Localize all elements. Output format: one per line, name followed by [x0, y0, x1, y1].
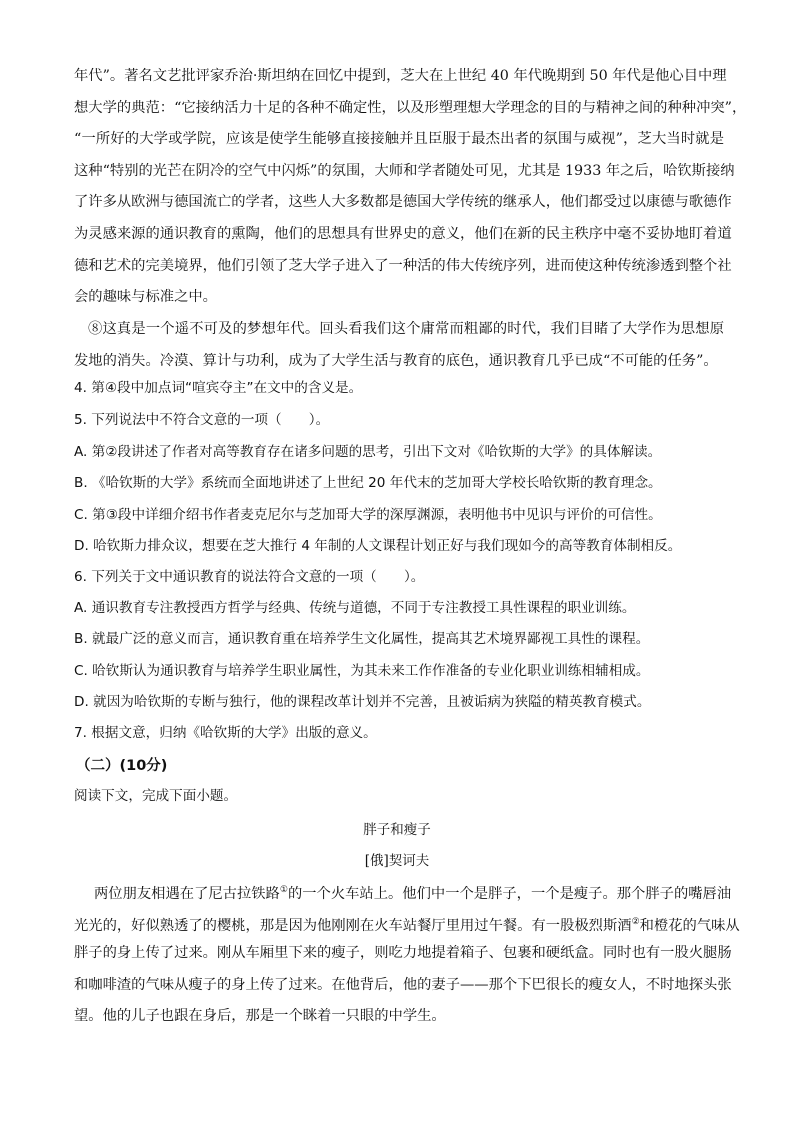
text-segment: 的一个火车站上。他们中一个是胖子，一个是瘦子。那个胖子的嘴唇油	[287, 885, 732, 902]
question-5-option-c: C. 第③段中详细介绍书作者麦克尼尔与芝加哥大学的深厚渊源，表明他书中见识与评价的可信性。	[74, 507, 662, 523]
text-line	[74, 875, 732, 907]
text-line: 发地的消失。冷漠、算计与功利，成为了大学生活与教育的底色，通识教育几乎已成“不可能的任务”。	[74, 352, 718, 369]
text-line: 德和艺术的完美境界，他们引领了芝大学子进入了一种活的伟大传统序列，进而使这种传统渗透到整个社	[74, 257, 732, 274]
question-6-option-c: C. 哈钦斯认为通识教育与培养学生职业属性，为其未来工作作准备的专业化职业训练相辅相成。	[74, 663, 650, 679]
question-6-option-a: A. 通识教育专注教授西方哲学与经典、传统与道德，不同于专注教授工具性课程的职业训练。	[74, 600, 636, 616]
text-line: 望。他的儿子也跟在身后，那是一个眯着一只眼的中学生。	[74, 1008, 446, 1025]
question-5-option-d: D. 哈钦斯力排众议，想要在芝大推行 4 年制的人文课程计划正好与我们现如今的高等教育体制相反。	[74, 538, 682, 554]
question-7: 7. 根据文意，归纳《哈钦斯的大学》出版的意义。	[74, 725, 377, 741]
text-segment: 两位朋友相遇在了尼古拉铁路	[94, 885, 280, 902]
text-line: “一所好的大学或学院，应该是使学生能够直接接触并且臣服于最杰出者的氛围与威视”，芝大当时就是	[74, 131, 724, 148]
text-line	[74, 907, 740, 939]
question-6-option-b: B. 就最广泛的意义而言，通识教育重在培养学生文化属性，提高其艺术境界鄙视工具性的课程。	[74, 631, 650, 647]
text-line: 想大学的典范：“它接纳活力十足的各种不确定性，以及形塑理想大学理念的目的与精神之间的种种冲突”，	[74, 99, 747, 116]
text-line: ⑧这真是一个遥不可及的梦想年代。回头看我们这个庸常而粗鄙的时代，我们目睹了大学作为思想原	[88, 321, 724, 337]
text-line: 为灵感来源的通识教育的熏陶，他们的思想具有世界史的意义，他们在新的民主秩序中毫不妥协地盯着道	[74, 225, 732, 242]
section-instruction: 阅读下文，完成下面小题。	[74, 788, 238, 804]
text-line: 和咖啡渣的气味从瘦子的身上传了过来。在他背后，他的妻子——那个下巴很长的瘦女人，不时地探头张	[74, 976, 732, 993]
text-segment: 光光的，好似熟透了的樱桃，那是因为他刚刚在火车站餐厅里用过午餐。有一股极烈斯酒	[74, 917, 632, 934]
text-line: 会的趣味与标准之中。	[74, 289, 217, 306]
passage-paragraph-7	[74, 61, 747, 314]
footnote-marker: ②	[631, 916, 640, 927]
passage-paragraph-8	[74, 314, 724, 377]
story-paragraph	[74, 875, 740, 1033]
question-6-option-d: D. 就因为哈钦斯的专断与独行，他的课程改革计划并不完善，且被诟病为狭隘的精英教育模式。	[74, 694, 651, 710]
question-4: 4. 第④段中加点词“喧宾夺主”在文中的含义是。	[74, 380, 363, 396]
text-line: 年代”。著名文艺批评家乔治·斯坦纳在回忆中提到，芝大在上世纪 40 年代晚期到 50 年代是他心目中理	[74, 68, 727, 84]
text-line: 了许多从欧洲与德国流亡的学者，这些人大多数都是德国大学传统的继承人，他们都受过以康德与歌德作	[74, 194, 732, 211]
section-heading: （二）(10分)	[76, 758, 168, 774]
text-segment: 和橙花的气味从	[639, 917, 740, 934]
story-title: 胖子和瘦子	[363, 822, 431, 838]
footnote-marker: ①	[279, 885, 288, 895]
question-5-option-b: B. 《哈钦斯的大学》系统而全面地讲述了上世纪 20 年代末的芝加哥大学校长哈钦斯的教育理念。	[74, 475, 662, 491]
question-5: 5. 下列说法中不符合文意的一项（ ）。	[74, 412, 330, 428]
question-5-option-a: A. 第②段讲述了作者对高等教育存在诸多问题的思考，引出下文对《哈钦斯的大学》的具体解读。	[74, 444, 662, 460]
question-6: 6. 下列关于文中通识教育的说法符合文意的一项（ ）。	[74, 569, 425, 585]
text-line: 胖子的身上传了过来。刚从车厢里下来的瘦子，则吃力地提着箱子、包裹和硬纸盒。同时也有一股火腿肠	[74, 945, 732, 962]
story-author: [俄]契诃夫	[364, 853, 430, 869]
text-line: 这种“特别的光芒在阴冷的空气中闪烁”的氛围，大师和学者随处可见，尤其是 1933 年之后，哈钦斯接纳	[74, 162, 735, 179]
